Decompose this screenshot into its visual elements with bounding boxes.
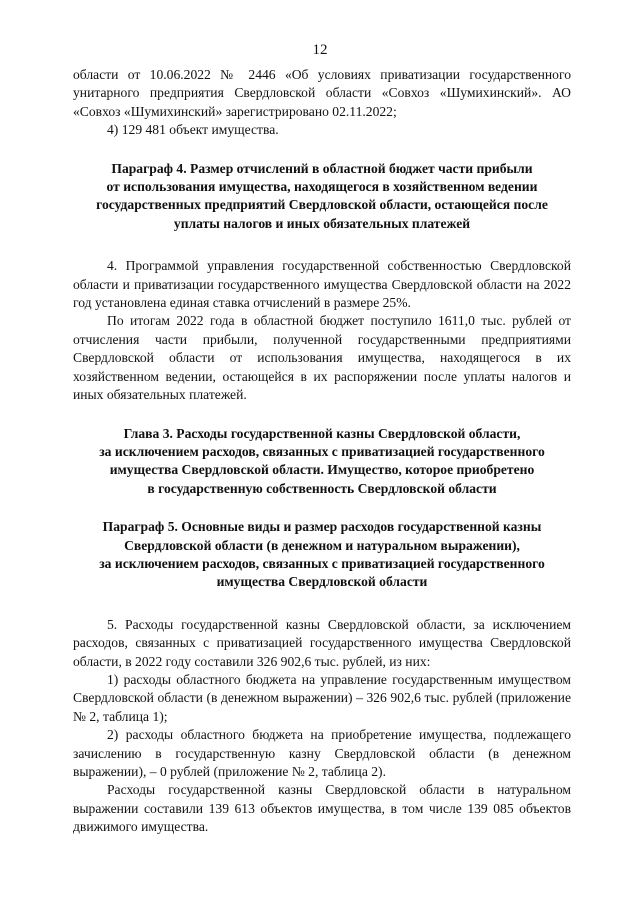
heading-line: за исключением расходов, связанных с приватизацией государственного bbox=[99, 443, 545, 459]
heading-line: от использования имущества, находящегося в хозяйственном ведении bbox=[106, 179, 538, 195]
heading-line: Параграф 5. Основные виды и размер расходов государственной казны bbox=[102, 519, 542, 535]
chapter-3-heading bbox=[73, 425, 571, 499]
paragraph-5-text-final: Расходы государственной казны Свердловской области в натуральном выражении составили 139 613 объектов имущества, в том числе 139 085 объектов движимого имущества. bbox=[73, 782, 571, 835]
heading-line: имущества Свердловской области bbox=[216, 574, 428, 590]
heading-line: в государственную собственность Свердловской области bbox=[147, 480, 497, 496]
heading-line: имущества Свердловской области. Имущество, которое приобретено bbox=[109, 462, 535, 478]
intro-item-4: 4) 129 481 объект имущества. bbox=[107, 122, 279, 138]
paragraph-5-text-1: 5. Расходы государственной казны Свердловской области, за исключением расходов, связанных с приватизацией государственного имущества Свердловской области, в 2022 году составили 326 902,6 тыс. рублей, из них: bbox=[73, 616, 571, 669]
paragraph-4-text-1: 4. Программой управления государственной собственностью Свердловской области и приватизации государственного имущества Свердловской области на 2022 год установлена единая ставка отчислений в размере 25%. bbox=[73, 258, 571, 311]
heading-line: Глава 3. Расходы государственной казны Свердловской области, bbox=[123, 425, 521, 441]
intro-continuation: области от 10.06.2022 № 2446 «Об условиях приватизации государственного унитарного предприятия Свердловской области «Совхоз «Шумихинский». АО «Совхоз «Шумихинский» зарегистрировано 02.11.2022; bbox=[73, 67, 571, 119]
page-number: 12 bbox=[312, 42, 328, 58]
paragraph-5-heading bbox=[73, 518, 571, 592]
paragraph-5-item-1: 1) расходы областного бюджета на управление государственным имуществом Свердловской области (в денежном выражении) – 326 902,6 тыс. рублей (приложение № 2, таблица 1); bbox=[73, 671, 571, 724]
heading-line: Свердловской области (в денежном и натуральном выражении), bbox=[124, 537, 520, 553]
heading-line: уплаты налогов и иных обязательных платежей bbox=[173, 215, 471, 231]
heading-line: Параграф 4. Размер отчислений в областной бюджет части прибыли bbox=[111, 160, 533, 176]
document-body bbox=[73, 66, 571, 837]
paragraph-4-text-2: По итогам 2022 года в областной бюджет поступило 1611,0 тыс. рублей от отчисления части прибыли, полученной государственными предприятиями Свердловской области от использования имущества, находящегося в их хозяйственном ведении, остающейся в их распоряжении после уплаты налогов и иных обязательных платежей. bbox=[73, 313, 571, 403]
heading-line: за исключением расходов, связанных с приватизацией государственного bbox=[99, 555, 545, 571]
paragraph-4-heading bbox=[73, 160, 571, 234]
paragraph-5-item-2: 2) расходы областного бюджета на приобретение имущества, подлежащего зачислению в государственную казну Свердловской области (в денежном выражении), – 0 рублей (приложение № 2, таблица 2). bbox=[73, 727, 571, 779]
heading-line: государственных предприятий Свердловской области, остающейся после bbox=[96, 197, 548, 213]
